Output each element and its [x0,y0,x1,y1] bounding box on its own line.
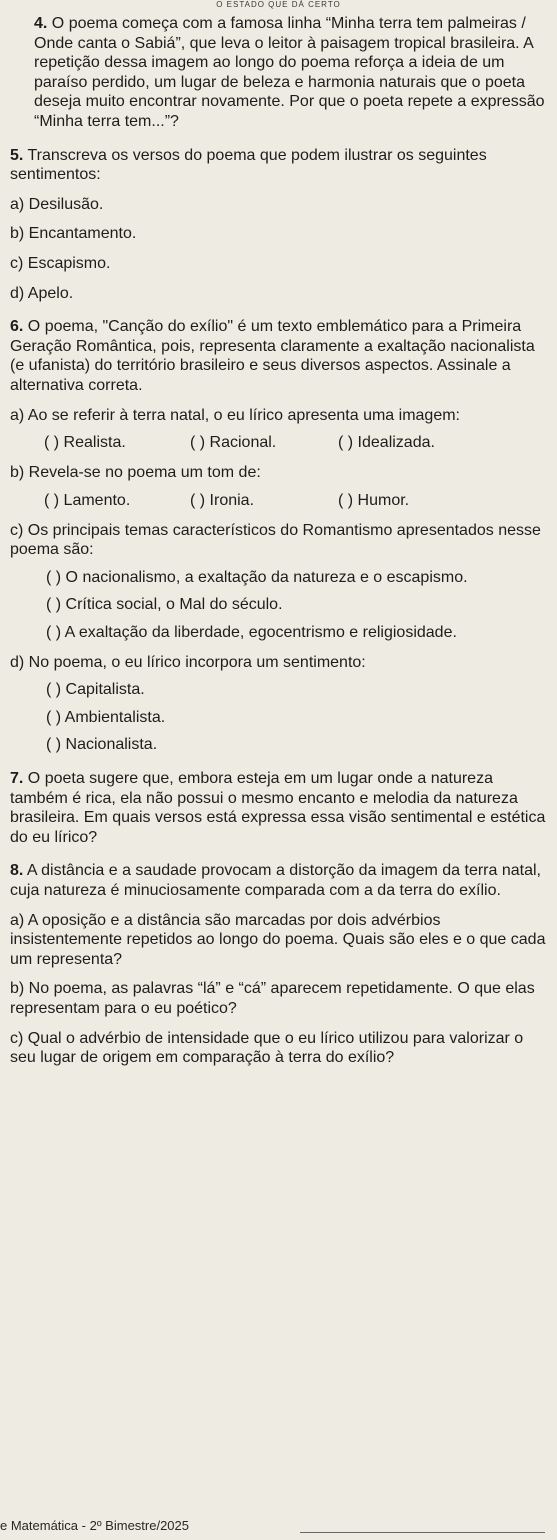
question-text: O poema, "Canção do exílio" é um texto emblemático para a Primeira Geração Romântica, pois, representa claramente a exaltação nacionalista (e ufanista) do território brasileiro e seus diversos aspectos. Assinale a alternativa correta. [10,318,535,394]
option-checkbox[interactable]: ( ) Realista. [44,434,126,452]
subquestion-c: c) Qual o advérbio de intensidade que o eu lírico utilizou para valorizar o seu lugar de origem em comparação à terra do exílio? [10,1029,524,1067]
question-number: 6. [10,318,24,336]
options-c [10,568,552,643]
list-item: d) Apelo. [10,284,74,302]
option-checkbox[interactable]: ( ) Idealizada. [338,434,435,452]
question-4 [10,14,552,132]
question-5 [10,146,552,304]
list-item: b) Encantamento. [10,225,137,243]
question-7 [10,769,552,847]
page-footer: e Matemática - 2º Bimestre/2025 [0,1518,189,1533]
subquestion-b: b) Revela-se no poema um tom de: [10,464,261,482]
question-number: 4. [34,15,48,32]
question-8 [10,861,552,1067]
question-text: O poeta sugere que, embora esteja em um lugar onde a natureza também é rica, ela não possui o mesmo encanto e melodia da natureza brasileira. Em quais versos está expressa essa visão sentimental e estética do eu lírico? [10,770,546,846]
page-header: O ESTADO QUE DÁ CERTO [216,0,341,9]
option-checkbox[interactable]: ( ) Crítica social, o Mal do século. [46,596,283,614]
list-item: c) Escapismo. [10,254,111,272]
question-number: 8. [10,862,24,880]
subquestion-a: a) Ao se referir à terra natal, o eu lírico apresenta uma imagem: [10,406,460,424]
options-b [10,491,552,511]
options-d [10,680,552,755]
question-text: A distância e a saudade provocam a distorção da imagem da terra natal, cuja natureza é minuciosamente comparada com a da terra do exílio. [10,862,541,899]
option-checkbox[interactable]: ( ) Humor. [338,491,410,509]
option-checkbox[interactable]: ( ) Lamento. [44,491,131,509]
footer-divider [300,1532,545,1533]
list-item: a) Desilusão. [10,195,104,213]
option-checkbox[interactable]: ( ) O nacionalismo, a exaltação da natureza e o escapismo. [46,568,468,586]
option-checkbox[interactable]: ( ) Racional. [190,434,277,452]
content [10,14,552,1082]
question-number: 7. [10,770,24,788]
question-number: 5. [10,146,24,164]
question-text: O poema começa com a famosa linha “Minha terra tem palmeiras / Onde canta o Sabiá”, que leva o leitor à paisagem tropical brasileira. A repetição dessa imagem ao longo do poema reforça a ideia de um paraíso perdido, um lugar de beleza e harmonia naturais que o poeta deseja muito encontrar novamente. Por que o poeta repete a expressão “Minha terra tem...”? [34,15,545,130]
subquestion-a: a) A oposição e a distância são marcadas por dois advérbios insistentemente repetidos ao longo do poema. Quais são eles e o que cada um representa? [10,911,546,968]
options-a [10,433,552,453]
option-checkbox[interactable]: ( ) Ironia. [190,491,255,509]
option-checkbox[interactable]: ( ) Capitalista. [46,681,145,699]
subquestion-c: c) Os principais temas característicos do Romantismo apresentados nesse poema são: [10,521,541,559]
question-text: Transcreva os versos do poema que podem ilustrar os seguintes sentimentos: [10,146,487,184]
subquestion-d: d) No poema, o eu lírico incorpora um sentimento: [10,653,366,671]
subquestion-b: b) No poema, as palavras “lá” e “cá” aparecem repetidamente. O que elas representam para o eu poético? [10,980,535,1017]
question-6 [10,317,552,755]
option-checkbox[interactable]: ( ) Ambientalista. [46,708,166,726]
option-checkbox[interactable]: ( ) A exaltação da liberdade, egocentrismo e religiosidade. [46,624,457,642]
option-checkbox[interactable]: ( ) Nacionalista. [46,736,158,754]
